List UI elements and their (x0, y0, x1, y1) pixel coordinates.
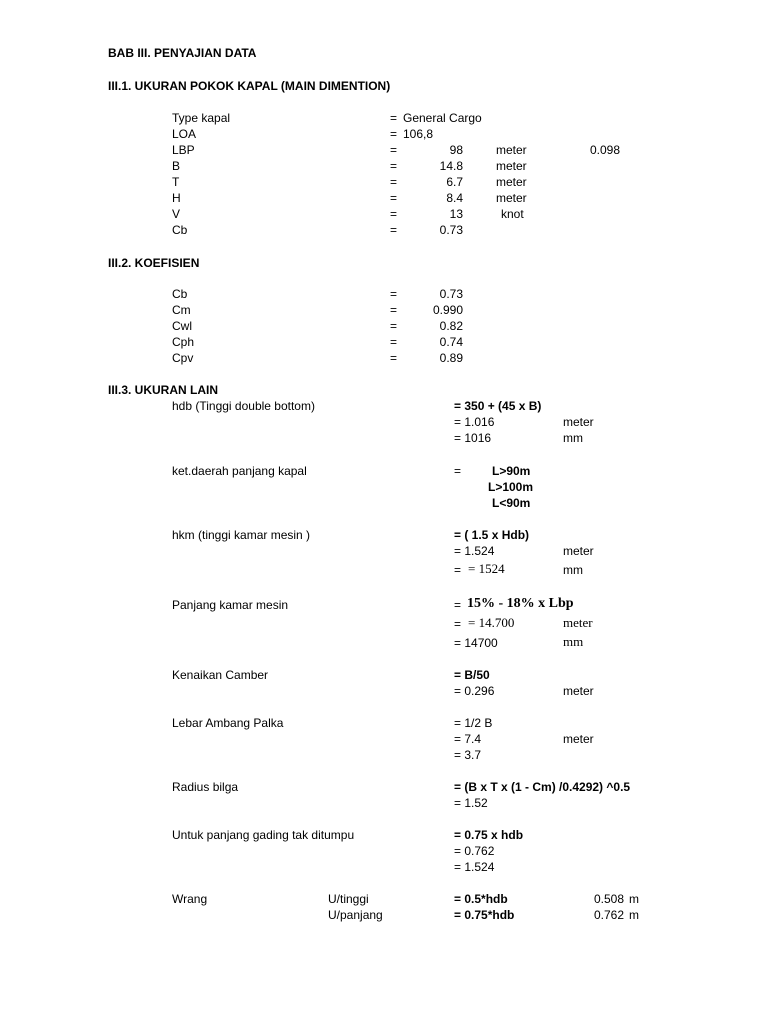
floor-height-value: 0.508 (593, 892, 624, 906)
hdb-formula: = 350 + (45 x B) (454, 399, 542, 413)
dim-label: B (172, 159, 181, 173)
hdb-value-mm: = 1016 (454, 431, 492, 445)
frame-span-value-2: = 1.524 (454, 860, 495, 874)
dim-label: H (172, 191, 181, 205)
engine-room-length-value-mm: = 14700 (454, 636, 498, 650)
coef-eq: = (390, 303, 398, 317)
dim-eq: = (390, 159, 398, 173)
bilge-radius-value: = 1.52 (454, 796, 488, 810)
dim-unit: meter (496, 191, 527, 205)
dim-label: LOA (172, 127, 197, 141)
floor-length-label: U/panjang (328, 908, 383, 922)
floor-length-formula: = 0.75*hdb (454, 908, 515, 922)
section-heading-coefficients: III.2. KOEFISIEN (108, 256, 200, 270)
hatch-coaming-value: = 7.4 (454, 732, 482, 746)
coef-eq: = (390, 351, 398, 365)
hkm-eq-mm: = (454, 563, 462, 577)
region-option-1: L>90m (492, 464, 531, 478)
region-option-2: L>100m (488, 480, 534, 494)
dim-eq: = (390, 111, 398, 125)
dim-extra: 0.098 (590, 143, 621, 157)
coef-value: 0.82 (439, 319, 463, 333)
coef-label: Cb (172, 287, 188, 301)
dim-unit: meter (496, 175, 527, 189)
section-heading-main-dimension: III.1. UKURAN POKOK KAPAL (MAIN DIMENTION) (108, 79, 391, 93)
engine-room-length-eq-meter: = (454, 617, 462, 631)
coef-label: Cph (172, 335, 195, 349)
hdb-unit-mm: mm (563, 431, 583, 445)
dim-label: Cb (172, 223, 188, 237)
bilge-radius-formula: = (B x T x (1 - Cm) /0.4292) ^0.5 (454, 780, 631, 794)
dim-eq: = (390, 223, 398, 237)
engine-room-length-eq: = (454, 598, 462, 612)
floor-height-label: U/tinggi (328, 892, 369, 906)
dim-value: 14.8 (439, 159, 463, 173)
dim-label: LBP (172, 143, 195, 157)
region-eq: = (454, 464, 462, 478)
engine-room-length-unit-mm: mm (563, 634, 584, 649)
camber-label: Kenaikan Camber (172, 668, 269, 682)
dim-value: 8.4 (446, 191, 463, 205)
floor-label: Wrang (172, 892, 208, 906)
coef-value: 0.990 (432, 303, 463, 317)
region-label: ket.daerah panjang kapal (172, 464, 307, 478)
dim-label: T (172, 175, 180, 189)
hdb-unit-meter: meter (563, 415, 594, 429)
floor-height-unit: m (629, 892, 639, 906)
frame-span-value-1: = 0.762 (454, 844, 495, 858)
camber-formula: = B/50 (454, 668, 490, 682)
dim-label: Type kapal (172, 111, 231, 125)
floor-height-formula: = 0.5*hdb (454, 892, 508, 906)
hkm-formula: = ( 1.5 x Hdb) (454, 528, 530, 542)
region-option-3: L<90m (492, 496, 531, 510)
dim-eq: = (390, 127, 398, 141)
dim-value: General Cargo (403, 111, 482, 125)
camber-unit: meter (563, 684, 594, 698)
frame-span-label: Untuk panjang gading tak ditumpu (172, 828, 355, 842)
dim-unit: meter (496, 159, 527, 173)
coef-value: 0.73 (439, 287, 463, 301)
dim-unit: meter (496, 143, 527, 157)
hkm-unit-meter: meter (563, 544, 594, 558)
dim-eq: = (390, 207, 398, 221)
page-title: BAB III. PENYAJIAN DATA (108, 46, 257, 60)
coef-eq: = (390, 287, 398, 301)
hatch-coaming-unit: meter (563, 732, 594, 746)
coef-label: Cpv (172, 351, 194, 365)
engine-room-length-value-meter: = 14.700 (468, 615, 515, 630)
engine-room-length-unit-meter: meter (563, 615, 593, 630)
dim-label: V (172, 207, 181, 221)
dim-value: 13 (449, 207, 463, 221)
hkm-label: hkm (tinggi kamar mesin ) (172, 528, 311, 542)
hdb-label: hdb (Tinggi double bottom) (172, 399, 315, 413)
dim-value: 0.73 (439, 223, 463, 237)
dim-value: 6.7 (446, 175, 463, 189)
floor-length-unit: m (629, 908, 639, 922)
hatch-coaming-half: = 3.7 (454, 748, 482, 762)
coef-eq: = (390, 319, 398, 333)
floor-length-value: 0.762 (593, 908, 624, 922)
frame-span-formula: = 0.75 x hdb (454, 828, 524, 842)
dim-value: 106,8 (403, 127, 434, 141)
dim-value: 98 (449, 143, 463, 157)
dim-unit: knot (501, 207, 524, 221)
hdb-value-meter: = 1.016 (454, 415, 495, 429)
coef-value: 0.74 (439, 335, 463, 349)
bilge-radius-label: Radius bilga (172, 780, 239, 794)
camber-value: = 0.296 (454, 684, 495, 698)
coef-label: Cm (172, 303, 191, 317)
hkm-value-meter: = 1.524 (454, 544, 495, 558)
hkm-unit-mm: mm (563, 563, 583, 577)
coef-value: 0.89 (439, 351, 463, 365)
dim-eq: = (390, 143, 398, 157)
hatch-coaming-formula: = 1/2 B (454, 716, 493, 730)
engine-room-length-label: Panjang kamar mesin (172, 598, 289, 612)
dim-eq: = (390, 191, 398, 205)
engine-room-length-formula: 15% - 18% x Lbp (467, 596, 574, 611)
coef-label: Cwl (172, 319, 192, 333)
coef-eq: = (390, 335, 398, 349)
hkm-value-mm: = 1524 (468, 561, 505, 576)
dim-eq: = (390, 175, 398, 189)
section-heading-other-dimensions: III.3. UKURAN LAIN (108, 383, 219, 397)
hatch-coaming-label: Lebar Ambang Palka (172, 716, 284, 730)
